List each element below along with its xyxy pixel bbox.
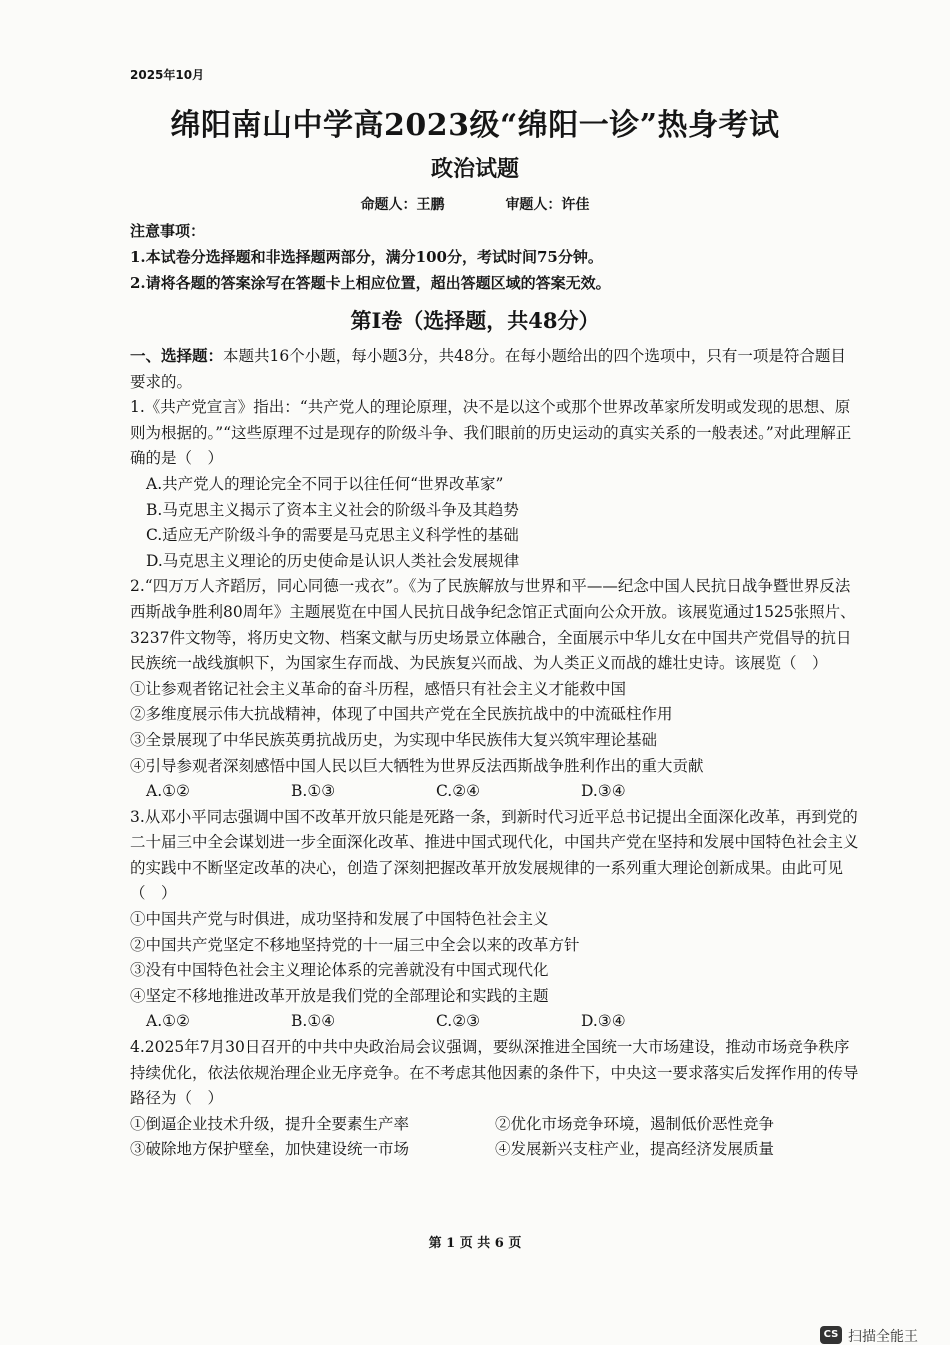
q2-statement-1: ①让参观者铭记社会主义革命的奋斗历程，感悟只有社会主义才能救中国 (130, 679, 627, 698)
q3-option-b: B.①④ (291, 1012, 336, 1031)
q4-statement-3: ③破除地方保护壁垒，加快建设统一市场 (130, 1140, 410, 1159)
q3-statement-4: ④坚定不移地推进改革开放是我们党的全部理论和实践的主题 (130, 986, 549, 1005)
q2-statement-3: ③全景展现了中华民族英勇抗战历史，为实现中华民族伟大复兴筑牢理论基础 (130, 730, 658, 749)
proposer: 命题人：王鹏 (360, 197, 445, 213)
reviewer: 审题人：许佳 (505, 197, 590, 213)
q2-option-b: B.①③ (291, 782, 336, 801)
q3-statement-3: ③没有中国特色社会主义理论体系的完善就没有中国式现代化 (130, 961, 549, 980)
exam-title: 绵阳南山中学高2023级“绵阳一诊”热身考试 (170, 108, 780, 143)
q1-option-d: D.马克思主义理论的历史使命是认识人类社会发展规律 (146, 551, 520, 570)
question-4-stem: 4.2025年7月30日召开的中共中央政治局会议强调，要纵深推进全国统一大市场建设，推动市场竞争秩序持续优化，依法依规治理企业无序竞争。在不考虑其他因素的条件下，中央这一要求落实后发挥作用的传导路径为（ ） (130, 1038, 859, 1108)
section-instruction (130, 343, 860, 395)
q2-statement-4: ④引导参观者深刻感悟中国人民以巨大牺牲为世界反法西斯战争胜利作出的重大贡献 (130, 756, 704, 775)
q2-options (130, 779, 860, 805)
q4-statement-2: ②优化市场竞争环境，遏制低价恶性竞争 (495, 1114, 775, 1133)
notice-heading: 注意事项： (130, 222, 206, 240)
q3-statement-1: ①中国共产党与时俱进，成功坚持和发展了中国特色社会主义 (130, 910, 549, 929)
q3-statement-2: ②中国共产党坚定不移地坚持党的十一届三中全会以来的改革方针 (130, 935, 580, 954)
scanner-text: 扫描全能王 (848, 1329, 918, 1345)
q3-option-c: C.②③ (436, 1012, 481, 1031)
questions-content (130, 343, 860, 1163)
page-footer: 第 1 页 共 6 页 (428, 1236, 522, 1251)
q4-statement-4: ④发展新兴支柱产业，提高经济发展质量 (495, 1140, 775, 1159)
q2-option-a: A.①② (146, 782, 190, 801)
question-1-stem: 1.《共产党宣言》指出：“共产党人的理论原理，决不是以这个或那个世界改革家所发明或发现的思想、原则为根据的。”“这些原理不过是现存的阶级斗争、我们眼前的历史运动的真实关系的一般表述。”对此理解正确的是（ ） (130, 398, 852, 468)
q1-option-a: A.共产党人的理论完全不同于以往任何“世界改革家” (146, 474, 504, 493)
q2-option-c: C.②④ (436, 782, 481, 801)
q4-statement-1: ①倒逼企业技术升级，提升全要素生产率 (130, 1114, 410, 1133)
q3-options (130, 1009, 860, 1035)
question-2-stem: 2.“四万万人齐蹈厉，同心同德一戎衣”。《为了民族解放与世界和平——纪念中国人民抗日战争暨世界反法西斯战争胜利80周年》主题展览在中国人民抗日战争纪念馆正式面向公众开放。该展览通过1525张照片、3237件文物等，将历史文物、档案文献与历史场景立体融合，全面展示中华儿女在中国共产党倡导的抗日民族统一战线旗帜下，为国家生存而战、为民族复兴而战、为人类正义而战的雄壮史诗。该展览（ ） (130, 577, 856, 673)
section-label: 一、选择题： (130, 346, 224, 365)
exam-date: 2025年10月 (130, 68, 205, 82)
notice-item: 1.本试卷分选择题和非选择题两部分，满分100分，考试时间75分钟。 (130, 248, 603, 266)
q2-statement-2: ②多维度展示伟大抗战精神，体现了中国共产党在全民族抗战中的中流砥柱作用 (130, 705, 673, 724)
q1-option-c: C.适应无产阶级斗争的需要是马克思主义科学性的基础 (146, 526, 519, 545)
notice-item: 2.请将各题的答案涂写在答题卡上相应位置，超出答题区域的答案无效。 (130, 274, 611, 292)
scanner-logo-icon: CS (820, 1326, 842, 1344)
scanner-watermark (818, 1320, 950, 1345)
q4-statements-row-2 (130, 1137, 860, 1163)
question-3-stem: 3.从邓小平同志强调中国不改革开放只能是死路一条，到新时代习近平总书记提出全面深化改革，再到党的二十届三中全会谋划进一步全面深化改革、推进中国式现代化，中国共产党在坚持和发展中国特色社会主义的实践中不断坚定改革的决心，创造了深刻把握改革开放发展规律的一系列重大理论创新成果。由此可见（ ） (130, 807, 859, 903)
notice-block (130, 218, 611, 296)
q3-option-d: D.③④ (581, 1012, 626, 1031)
q2-option-d: D.③④ (581, 782, 626, 801)
exam-authors (0, 194, 950, 214)
q3-option-a: A.①② (146, 1012, 190, 1031)
exam-subtitle: 政治试题 (430, 156, 519, 182)
q1-option-b: B.马克思主义揭示了资本主义社会的阶级斗争及其趋势 (146, 500, 519, 519)
q4-statements-row-1 (130, 1112, 860, 1138)
part-title: 第Ⅰ卷（选择题，共48分） (350, 308, 600, 333)
section-text: 本题共16个小题，每小题3分，共48分。在每小题给出的四个选项中，只有一项是符合题目要求的。 (130, 347, 846, 391)
